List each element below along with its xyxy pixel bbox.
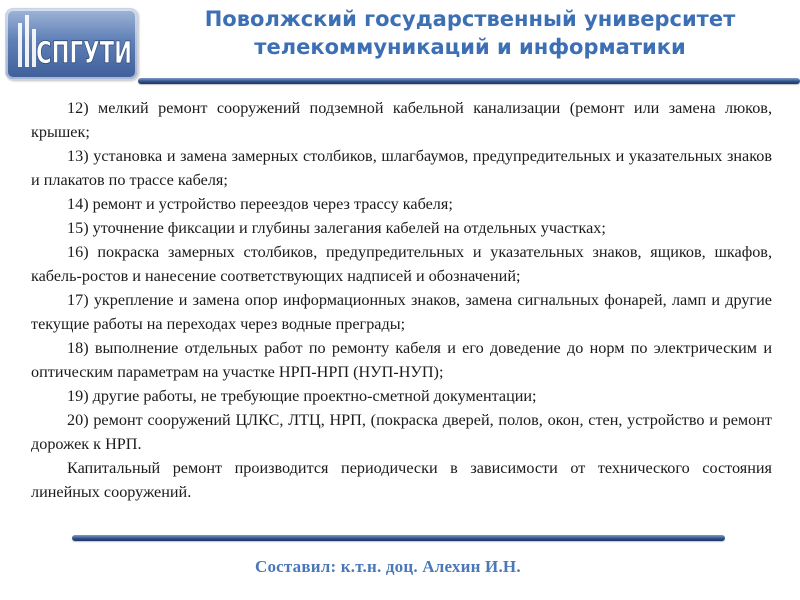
logo-graphic — [6, 9, 137, 79]
paragraph-item-12: 12) мелкий ремонт сооружений подземной кабельной канализации (ремонт или замена люков, крышек; — [31, 99, 772, 141]
logo-text: СПГУТИ — [36, 36, 132, 71]
paragraph-item-14: 14) ремонт и устройство переездов через трассу кабеля; — [67, 195, 453, 213]
paragraph-item-13: 13) установка и замена замерных столбиков, шлагбаумов, предупредительных и указательных знаков и плакатов по трассе кабеля; — [31, 147, 772, 189]
university-title-line1: Поволжский государственный университет — [204, 7, 736, 31]
paragraph-item-20: 20) ремонт сооружений ЦЛКС, ЛТЦ, НРП, (покраска дверей, полов, окон, стен, устройство и ремонт дорожек к НРП. — [31, 411, 772, 453]
paragraph-capital-repair: Капитальный ремонт производится периодически в зависимости от технического состояния линейных сооружений. — [31, 459, 772, 501]
paragraph-item-18: 18) выполнение отдельных работ по ремонту кабеля и его доведение до норм по электрическим и оптическим параметрам на участке НРП-НРП (НУП-НУП); — [31, 339, 772, 381]
university-logo — [5, 8, 138, 80]
university-title-line2: телекоммуникаций и информатики — [254, 35, 686, 59]
author-credit: Составил: к.т.н. доц. Алехин И.Н. — [255, 557, 521, 576]
paragraph-item-19: 19) другие работы, не требующие проектно-сметной документации; — [67, 387, 537, 405]
paragraph-item-16: 16) покраска замерных столбиков, предупредительных и указательных знаков, ящиков, шкафов, кабель-ростов и нанесение соответствующих надписей и обозначений; — [31, 243, 772, 285]
paragraph-item-15: 15) уточнение фиксации и глубины залегания кабелей на отдельных участках; — [67, 219, 606, 237]
footer-divider — [72, 535, 725, 541]
main-text — [31, 96, 772, 504]
paragraph-item-17: 17) укрепление и замена опор информационных знаков, замена сигнальных фонарей, ламп и другие текущие работы на переходах через водные преграды; — [31, 291, 772, 333]
header-divider — [138, 78, 800, 84]
